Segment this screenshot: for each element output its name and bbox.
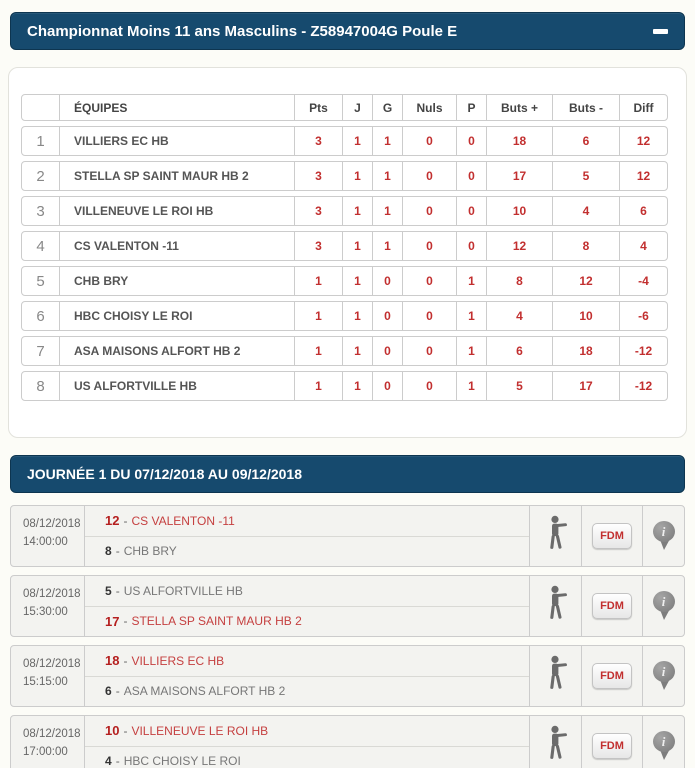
team-j: 1 bbox=[342, 127, 372, 155]
team-nuls: 0 bbox=[402, 232, 456, 260]
team-g: 1 bbox=[372, 162, 402, 190]
journee-title: JOURNÉE 1 DU 07/12/2018 AU 09/12/2018 bbox=[27, 466, 302, 482]
team-j: 1 bbox=[342, 197, 372, 225]
match-datetime bbox=[11, 506, 85, 566]
match-away-line bbox=[85, 746, 529, 768]
location-info-pin-icon[interactable] bbox=[653, 521, 675, 551]
team-rank: 8 bbox=[36, 377, 45, 395]
team-g: 0 bbox=[372, 337, 402, 365]
table-row bbox=[21, 161, 668, 191]
match-away-line bbox=[85, 606, 529, 637]
fdm-button[interactable]: FDM bbox=[592, 663, 632, 689]
team-diff: -6 bbox=[619, 302, 667, 330]
team-j: 1 bbox=[342, 337, 372, 365]
team-rank: 1 bbox=[36, 132, 45, 150]
away-score: 6 bbox=[105, 684, 112, 699]
home-team-name: CS VALENTON -11 bbox=[131, 513, 235, 528]
collapse-minus-icon[interactable] bbox=[653, 29, 668, 34]
team-buts-plus: 18 bbox=[486, 127, 552, 155]
score-dash: - bbox=[123, 513, 128, 528]
team-j: 1 bbox=[342, 302, 372, 330]
team-name: HBC CHOISY LE ROI bbox=[59, 302, 294, 330]
col-header-equipes: ÉQUIPES bbox=[59, 95, 294, 120]
match-home-line bbox=[85, 506, 529, 536]
score-dash: - bbox=[123, 653, 128, 668]
match-row bbox=[10, 715, 685, 768]
team-p: 1 bbox=[456, 337, 486, 365]
score-dash: - bbox=[115, 754, 120, 768]
match-datetime bbox=[11, 646, 85, 706]
score-dash: - bbox=[115, 583, 120, 598]
referee-cell bbox=[529, 716, 581, 768]
away-team-name: ASA MAISONS ALFORT HB 2 bbox=[123, 684, 286, 699]
team-j: 1 bbox=[342, 372, 372, 400]
team-buts-minus: 17 bbox=[552, 372, 619, 400]
team-rank: 6 bbox=[36, 307, 45, 325]
home-team-name: VILLIERS EC HB bbox=[131, 653, 225, 668]
score-dash: - bbox=[123, 614, 128, 629]
team-name: STELLA SP SAINT MAUR HB 2 bbox=[59, 162, 294, 190]
info-cell bbox=[642, 716, 684, 768]
away-team-name: STELLA SP SAINT MAUR HB 2 bbox=[131, 614, 302, 629]
col-header-j: J bbox=[342, 95, 372, 120]
team-pts: 1 bbox=[294, 337, 342, 365]
fdm-cell bbox=[581, 576, 642, 636]
team-diff: -4 bbox=[619, 267, 667, 295]
championship-header-bar[interactable] bbox=[10, 12, 685, 50]
fdm-cell bbox=[581, 716, 642, 768]
team-name: CHB BRY bbox=[59, 267, 294, 295]
match-teams bbox=[85, 576, 529, 636]
team-name: VILLENEUVE LE ROI HB bbox=[59, 197, 294, 225]
fdm-button[interactable]: FDM bbox=[592, 593, 632, 619]
team-j: 1 bbox=[342, 267, 372, 295]
referee-icon[interactable] bbox=[543, 725, 569, 767]
team-pts: 3 bbox=[294, 232, 342, 260]
table-row bbox=[21, 196, 668, 226]
info-glyph: i bbox=[661, 734, 666, 749]
table-row bbox=[21, 336, 668, 366]
score-dash: - bbox=[123, 723, 128, 738]
team-nuls: 0 bbox=[402, 302, 456, 330]
team-pts: 1 bbox=[294, 372, 342, 400]
match-home-line bbox=[85, 576, 529, 606]
info-glyph: i bbox=[661, 594, 666, 609]
standings-panel bbox=[8, 67, 687, 438]
team-diff: 6 bbox=[619, 197, 667, 225]
team-name: VILLIERS EC HB bbox=[59, 127, 294, 155]
team-buts-minus: 6 bbox=[552, 127, 619, 155]
col-header-nuls: Nuls bbox=[402, 95, 456, 120]
team-buts-minus: 8 bbox=[552, 232, 619, 260]
col-header-pts: Pts bbox=[294, 95, 342, 120]
team-buts-plus: 10 bbox=[486, 197, 552, 225]
team-nuls: 0 bbox=[402, 267, 456, 295]
table-row bbox=[21, 266, 668, 296]
team-p: 0 bbox=[456, 197, 486, 225]
match-date: 08/12/2018 bbox=[23, 658, 81, 670]
match-teams bbox=[85, 646, 529, 706]
match-teams bbox=[85, 716, 529, 768]
team-pts: 1 bbox=[294, 302, 342, 330]
away-team-name: HBC CHOISY LE ROI bbox=[123, 754, 241, 768]
team-buts-plus: 4 bbox=[486, 302, 552, 330]
team-buts-minus: 12 bbox=[552, 267, 619, 295]
score-dash: - bbox=[115, 684, 120, 699]
match-time: 14:00:00 bbox=[23, 535, 68, 548]
team-buts-plus: 6 bbox=[486, 337, 552, 365]
home-team-name: VILLENEUVE LE ROI HB bbox=[131, 723, 269, 738]
away-score: 4 bbox=[105, 754, 112, 768]
col-header-g: G bbox=[372, 95, 402, 120]
journee-header-bar[interactable] bbox=[10, 455, 685, 493]
match-time: 17:00:00 bbox=[23, 745, 68, 758]
home-team-name: US ALFORTVILLE HB bbox=[123, 583, 243, 598]
team-pts: 1 bbox=[294, 267, 342, 295]
team-buts-plus: 17 bbox=[486, 162, 552, 190]
col-header-buts-minus: Buts - bbox=[552, 95, 619, 120]
location-info-pin-icon[interactable] bbox=[653, 661, 675, 691]
fdm-cell bbox=[581, 646, 642, 706]
referee-cell bbox=[529, 576, 581, 636]
team-p: 0 bbox=[456, 127, 486, 155]
home-score: 10 bbox=[105, 723, 120, 739]
match-date: 08/12/2018 bbox=[23, 728, 81, 740]
standings-header-row bbox=[21, 94, 668, 121]
team-buts-minus: 18 bbox=[552, 337, 619, 365]
fdm-button[interactable]: FDM bbox=[592, 523, 632, 549]
info-glyph: i bbox=[661, 664, 666, 679]
away-score: 8 bbox=[105, 544, 112, 559]
team-rank: 5 bbox=[36, 272, 45, 290]
team-diff: 12 bbox=[619, 162, 667, 190]
table-row bbox=[21, 126, 668, 156]
match-home-line bbox=[85, 646, 529, 676]
team-rank: 4 bbox=[36, 237, 45, 255]
match-away-line bbox=[85, 676, 529, 707]
col-header-buts-plus: Buts + bbox=[486, 95, 552, 120]
team-rank: 2 bbox=[36, 167, 45, 185]
away-score: 17 bbox=[105, 613, 120, 629]
referee-cell bbox=[529, 646, 581, 706]
team-buts-minus: 5 bbox=[552, 162, 619, 190]
team-rank: 7 bbox=[36, 342, 45, 360]
table-row bbox=[21, 301, 668, 331]
away-team-name: CHB BRY bbox=[123, 544, 177, 559]
championship-title: Championnat Moins 11 ans Masculins - Z58947004G Poule E bbox=[27, 22, 458, 40]
match-away-line bbox=[85, 536, 529, 567]
team-name: ASA MAISONS ALFORT HB 2 bbox=[59, 337, 294, 365]
team-nuls: 0 bbox=[402, 372, 456, 400]
referee-icon[interactable] bbox=[543, 655, 569, 697]
team-g: 1 bbox=[372, 127, 402, 155]
team-j: 1 bbox=[342, 232, 372, 260]
team-g: 1 bbox=[372, 197, 402, 225]
team-buts-plus: 5 bbox=[486, 372, 552, 400]
location-info-pin-icon[interactable] bbox=[653, 591, 675, 621]
match-date: 08/12/2018 bbox=[23, 518, 81, 530]
match-row bbox=[10, 505, 685, 567]
team-buts-plus: 12 bbox=[486, 232, 552, 260]
team-pts: 3 bbox=[294, 197, 342, 225]
fdm-cell bbox=[581, 506, 642, 566]
match-time: 15:30:00 bbox=[23, 605, 68, 618]
table-row bbox=[21, 371, 668, 401]
info-cell bbox=[642, 576, 684, 636]
team-nuls: 0 bbox=[402, 197, 456, 225]
team-diff: 12 bbox=[619, 127, 667, 155]
table-row bbox=[21, 231, 668, 261]
col-header-rank bbox=[22, 95, 59, 120]
team-g: 0 bbox=[372, 302, 402, 330]
home-score: 18 bbox=[105, 653, 120, 669]
match-row bbox=[10, 645, 685, 707]
team-buts-minus: 4 bbox=[552, 197, 619, 225]
team-diff: 4 bbox=[619, 232, 667, 260]
team-nuls: 0 bbox=[402, 337, 456, 365]
team-p: 1 bbox=[456, 372, 486, 400]
team-p: 1 bbox=[456, 302, 486, 330]
team-j: 1 bbox=[342, 162, 372, 190]
match-teams bbox=[85, 506, 529, 566]
team-diff: -12 bbox=[619, 337, 667, 365]
team-pts: 3 bbox=[294, 127, 342, 155]
team-buts-minus: 10 bbox=[552, 302, 619, 330]
match-home-line bbox=[85, 716, 529, 746]
match-date: 08/12/2018 bbox=[23, 588, 81, 600]
match-row bbox=[10, 575, 685, 637]
team-nuls: 0 bbox=[402, 127, 456, 155]
team-g: 1 bbox=[372, 232, 402, 260]
location-info-pin-icon[interactable] bbox=[653, 731, 675, 761]
team-diff: -12 bbox=[619, 372, 667, 400]
team-rank: 3 bbox=[36, 202, 45, 220]
team-nuls: 0 bbox=[402, 162, 456, 190]
info-cell bbox=[642, 646, 684, 706]
team-g: 0 bbox=[372, 372, 402, 400]
match-datetime bbox=[11, 716, 85, 768]
fdm-button[interactable]: FDM bbox=[592, 733, 632, 759]
team-name: CS VALENTON -11 bbox=[59, 232, 294, 260]
col-header-diff: Diff bbox=[619, 95, 667, 120]
team-g: 0 bbox=[372, 267, 402, 295]
referee-icon[interactable] bbox=[543, 515, 569, 557]
match-datetime bbox=[11, 576, 85, 636]
team-name: US ALFORTVILLE HB bbox=[59, 372, 294, 400]
info-cell bbox=[642, 506, 684, 566]
referee-cell bbox=[529, 506, 581, 566]
score-dash: - bbox=[115, 544, 120, 559]
home-score: 5 bbox=[105, 583, 112, 598]
match-time: 15:15:00 bbox=[23, 675, 68, 688]
info-glyph: i bbox=[661, 524, 666, 539]
team-p: 0 bbox=[456, 162, 486, 190]
team-p: 0 bbox=[456, 232, 486, 260]
team-pts: 3 bbox=[294, 162, 342, 190]
referee-icon[interactable] bbox=[543, 585, 569, 627]
team-buts-plus: 8 bbox=[486, 267, 552, 295]
home-score: 12 bbox=[105, 513, 120, 529]
team-p: 1 bbox=[456, 267, 486, 295]
col-header-p: P bbox=[456, 95, 486, 120]
